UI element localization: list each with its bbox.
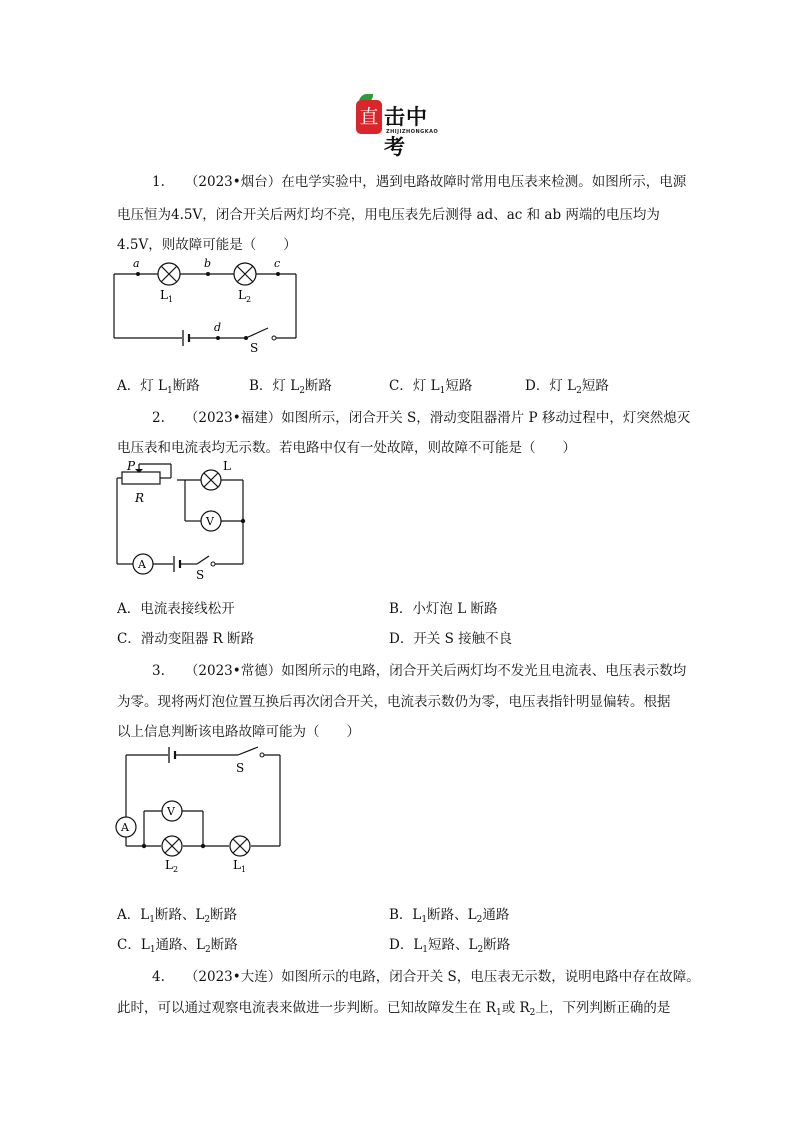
node-dots — [136, 272, 280, 340]
battery-icon — [183, 330, 189, 346]
q1-option-d[interactable]: D．灯 $L_2$短路 — [525, 378, 609, 396]
lamp-l2-icon — [234, 263, 256, 285]
question-3-line-2: 为零。现将两灯泡位置互换后再次闭合开关，电流表示数仍为零，电压表指针明显偏转。根据 — [117, 694, 671, 710]
ammeter-icon — [133, 554, 153, 574]
slider-label-p: P — [127, 459, 136, 473]
svg-text:V: V — [206, 515, 214, 528]
question-number: 4. — [152, 969, 165, 985]
node-label-b: b — [204, 257, 212, 270]
question-number: 1. — [152, 174, 165, 190]
q1-option-b[interactable]: B．灯 $L_2$断路 — [249, 378, 332, 396]
brand-logo — [356, 100, 446, 159]
question-1-line-1: 1. （2023•烟台）在电学实验中，遇到电路故障时常用电压表来检测。如图所示，电源 — [152, 174, 687, 190]
switch-label: S — [196, 568, 205, 582]
q2-option-d[interactable]: D．开关 S 接触不良 — [389, 631, 513, 647]
question-4-line-2: 此时，可以通过观察电流表来做进一步判断。已知故障发生在 $R_1$或 $R_2$上，下列判断正确的是 — [117, 1000, 671, 1018]
question-number: 3. — [152, 663, 165, 679]
lamp-l2-icon — [162, 836, 182, 856]
question-1-circuit-diagram — [100, 252, 310, 357]
q2-option-c[interactable]: C．滑动变阻器 R 断路 — [117, 631, 255, 647]
svg-text:V: V — [167, 805, 175, 818]
question-1-line-3: 4.5V，则故障可能是（ ） — [117, 237, 297, 253]
q2-option-b[interactable]: B．小灯泡 L 断路 — [389, 601, 498, 617]
question-number: 2. — [152, 410, 165, 426]
voltmeter-icon — [201, 511, 221, 531]
battery-icon — [169, 747, 175, 763]
lamp-l2-label: $L_2$ — [238, 288, 252, 304]
question-4-line-1: 4. （2023•大连）如图所示的电路，闭合开关 S，电压表无示数，说明电路中存在故障。 — [152, 969, 700, 985]
ammeter-icon — [116, 817, 136, 837]
q1-option-c[interactable]: C．灯 $L_1$短路 — [389, 378, 473, 396]
node-label-d: d — [214, 321, 222, 334]
lamp-l1-icon — [158, 263, 180, 285]
voltmeter-icon — [162, 801, 182, 821]
svg-text:A: A — [121, 821, 129, 834]
q3-option-b[interactable]: B．$L_1$断路、$L_2$通路 — [389, 907, 510, 925]
rheostat-label-r: R — [135, 491, 145, 505]
lamp-label-l: L — [223, 459, 231, 473]
svg-text:A: A — [138, 558, 146, 571]
lamp-l-icon — [201, 470, 221, 490]
logo-text: 击中考 — [384, 105, 428, 159]
q3-option-c[interactable]: C．$L_1$通路、$L_2$断路 — [117, 937, 238, 955]
question-2-line-1: 2. （2023•福建）如图所示，闭合开关 S，滑动变阻器滑片 P 移动过程中，灯突然熄灭 — [152, 410, 691, 426]
logo-subtext: ZHIJIZHONGKAO — [386, 129, 439, 135]
lamp-l1-icon — [230, 836, 250, 856]
question-1-line-2: 电压恒为4.5V，闭合开关后两灯均不亮，用电压表先后测得 ad、ac 和 ab 两端的电压均为 — [117, 207, 660, 223]
node-label-a: a — [133, 257, 140, 270]
question-3-circuit-diagram — [112, 745, 292, 875]
battery-icon — [174, 556, 180, 572]
node-label-c: c — [274, 257, 281, 270]
q3-option-d[interactable]: D．$L_1$短路、$L_2$断路 — [389, 937, 511, 955]
q3-option-a[interactable]: A．$L_1$断路、$L_2$断路 — [117, 907, 238, 925]
lamp-l1-label: $L_1$ — [233, 858, 247, 874]
question-3-line-1: 3. （2023•常德）如图所示的电路，闭合开关后两灯均不发光且电流表、电压表示数均 — [152, 663, 687, 679]
lamp-l2-label: $L_2$ — [165, 858, 179, 874]
q1-option-a[interactable]: A．灯 $L_1$断路 — [117, 378, 200, 396]
switch-label: S — [250, 341, 259, 355]
logo-badge: 直 — [356, 100, 382, 134]
q2-option-a[interactable]: A．电流表接线松开 — [117, 601, 235, 617]
question-2-line-2: 电压表和电流表均无示数。若电路中仅有一处故障，则故障不可能是（ ） — [117, 440, 576, 456]
switch-label: S — [236, 761, 245, 775]
question-3-line-3: 以上信息判断该电路故障可能为（ ） — [117, 724, 360, 740]
question-2-circuit-diagram — [105, 458, 265, 583]
lamp-l1-label: $L_1$ — [160, 288, 174, 304]
